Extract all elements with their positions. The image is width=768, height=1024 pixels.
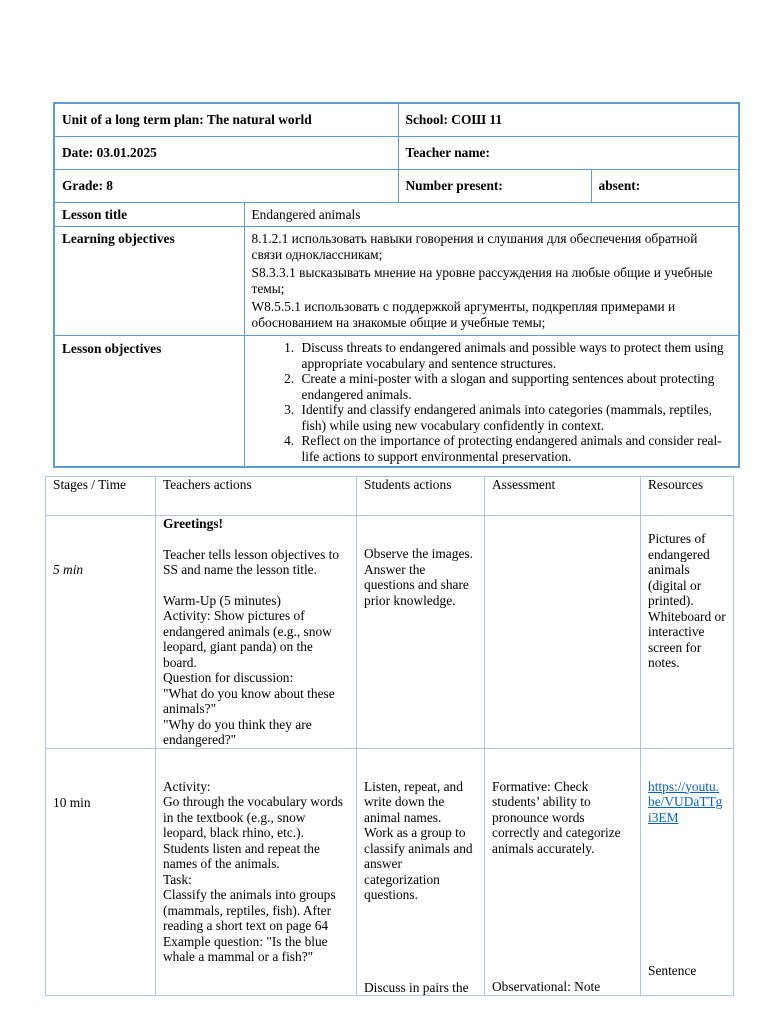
column-header: Stages / Time [46, 477, 156, 516]
absent-cell: absent: [591, 170, 739, 203]
unit-cell: Unit of a long term plan: The natural world [54, 103, 398, 137]
lesson-objective: 3. Identify and classify endangered animals into categories (mammals, reptiles, fish) while using new vocabulary confidently in context. [298, 402, 732, 433]
teacher-actions-cell [156, 748, 357, 996]
stage-time: 10 min [53, 794, 91, 810]
video-link[interactable] [648, 779, 724, 826]
school-cell: School: СОШ 11 [398, 103, 739, 137]
lesson-objective: 1. Discuss threats to endangered animals and possible ways to protect them using appropriate vocabulary and sentence structures. [298, 340, 732, 371]
lesson-title-value: Endangered animals [244, 203, 739, 227]
learning-objective: W8.5.5.1 использовать с поддержкой аргументы, подкрепляя примерами и обоснованием на знакомые общие и учебные темы; [251, 299, 676, 330]
learning-objectives-label: Learning objectives [54, 227, 244, 336]
resources-cell [641, 748, 734, 996]
teacher-action-text: Classify the animals into groups (mammals, reptiles, fish). After reading a short text on page 64 [163, 887, 336, 933]
teacher-action-text: Activity: Show pictures of endangered animals (e.g., snow leopard, giant panda) on the board. [163, 608, 332, 670]
column-header: Assessment [485, 477, 641, 516]
stage-time-cell [46, 516, 156, 749]
teacher-action-text: Go through the vocabulary words in the textbook (e.g., snow leopard, black rhino, etc.). Students listen and repeat the names of the animals. [163, 794, 343, 871]
video-link-text: https://youtu.be/VUDaTTgi3EM [648, 778, 723, 825]
column-header: Teachers actions [156, 477, 357, 516]
stage-time-cell [46, 748, 156, 996]
learning-objectives-value [244, 227, 739, 336]
lesson-objectives-value [244, 336, 739, 468]
teacher-action-text: Task: [163, 871, 192, 887]
resources-cell [641, 516, 734, 749]
students-actions-cell [357, 748, 485, 996]
lesson-objectives-list [252, 340, 732, 464]
number-present-cell: Number present: [398, 170, 591, 203]
table-header-row [46, 477, 734, 516]
lesson-objectives-label: Lesson objectives [54, 336, 244, 468]
assessment-text: Formative: Check students’ ability to pronounce words correctly and categorize animals accurately. [492, 778, 621, 856]
lesson-title-label: Lesson title [54, 203, 244, 227]
date-cell: Date: 03.01.2025 [54, 137, 398, 170]
table-row [46, 748, 734, 996]
students-action-text: Discuss in pairs the [364, 979, 469, 995]
teacher-action-text: Warm-Up (5 minutes) [163, 592, 281, 608]
teacher-action-text: Example question: "Is the blue whale a mammal or a fish?" [163, 933, 328, 964]
resources-text: Whiteboard or interactive screen for notes. [648, 608, 726, 670]
assessment-cell [485, 748, 641, 996]
teacher-name-cell: Teacher name: [398, 137, 739, 170]
teacher-action-text: Activity: [163, 778, 211, 794]
teacher-action-text: "What do you know about these animals?" [163, 685, 335, 716]
students-action-text: Listen, repeat, and write down the animal names. [364, 778, 463, 825]
lesson-objective: 4. Reflect on the importance of protecting endangered animals and consider real-life actions to support environmental preservation. [298, 433, 732, 464]
learning-objective: 8.1.2.1 использовать навыки говорения и слушания для обеспечения обратной связи одноклассникам; [251, 231, 698, 262]
lesson-objective: 2. Create a mini-poster with a slogan and supporting sentences about protecting endangered animals. [298, 371, 732, 402]
teacher-action-text: Question for discussion: [163, 670, 294, 685]
lesson-stages-table [45, 476, 734, 996]
column-header: Students actions [357, 477, 485, 516]
students-action-text: Observe the images. [364, 546, 473, 561]
grade-cell: Grade: 8 [54, 170, 398, 203]
students-action-text: Answer the questions and share prior knowledge. [364, 561, 469, 608]
resources-text: Sentence [648, 963, 697, 978]
students-action-text: Work as a group to classify animals and answer categorization questions. [364, 825, 473, 902]
greeting-text: Greetings! [163, 516, 223, 531]
students-actions-cell [357, 516, 485, 749]
resources-text: Pictures of endangered animals (digital or printed). [648, 531, 710, 608]
teacher-actions-cell [156, 516, 357, 749]
teacher-action-text: Teacher tells lesson objectives to SS and name the lesson title. [163, 546, 340, 577]
table-row [46, 516, 734, 749]
stage-time: 5 min [53, 562, 84, 577]
assessment-text: Observational: Note [492, 979, 601, 994]
column-header: Resources [641, 477, 734, 516]
assessment-cell [485, 516, 641, 749]
lesson-plan-header-table [53, 102, 740, 468]
teacher-action-text: "Why do you think they are endangered?" [163, 716, 312, 747]
learning-objective: S8.3.3.1 высказывать мнение на уровне рассуждения на любые общие и учебные темы; [251, 265, 713, 296]
